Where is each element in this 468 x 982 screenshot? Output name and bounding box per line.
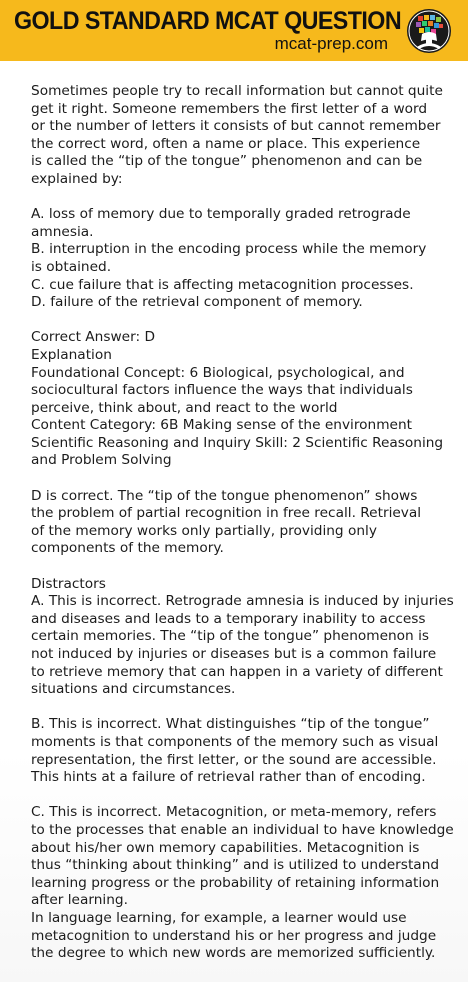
- distractor-line: representation, the first letter, or the sound are accessible.: [31, 751, 437, 768]
- distractor-line: not induced by injuries or diseases but is a common failure: [31, 646, 437, 662]
- question-stem: [31, 83, 461, 189]
- distractor-line: In language learning, for example, a learner would use: [31, 909, 407, 926]
- question-document: [31, 83, 461, 963]
- content-category: Content Category: 6B Making sense of the environment: [31, 417, 413, 434]
- question-line: the correct word, often a name or place. This experience: [31, 135, 421, 152]
- header-url[interactable]: mcat-prep.com: [274, 34, 388, 53]
- distractor-line: learning progress or the probability of retaining information: [31, 874, 440, 891]
- explanation-line: of the memory works only partially, providing only: [31, 522, 377, 539]
- distractor-line: metacognition to understand his or her progress and judge: [31, 927, 437, 944]
- question-line: Sometimes people try to recall information but cannot quite: [31, 83, 443, 99]
- reasoning-skill: Scientific Reasoning and Inquiry Skill: 2 Scientific Reasoning: [31, 434, 444, 451]
- question-line: explained by:: [31, 170, 123, 187]
- distractor-a: [31, 576, 461, 699]
- explanation-label: Explanation: [31, 346, 112, 363]
- reasoning-skill: and Problem Solving: [31, 452, 172, 469]
- distractor-line: and diseases and leads to a temporary inability to access: [31, 610, 426, 627]
- distractor-line: This hints at a failure of retrieval rather than of encoding.: [31, 769, 426, 786]
- distractor-line: C. This is incorrect. Metacognition, or meta-memory, refers: [31, 804, 437, 821]
- distractor-b: [31, 716, 461, 786]
- foundational-concept: sociocultural factors influence the ways that individuals: [31, 382, 413, 399]
- header-banner: [0, 0, 468, 61]
- distractor-line: after learning.: [31, 892, 128, 909]
- header-title: GOLD STANDARD MCAT QUESTION: [14, 7, 402, 35]
- question-line: is called the “tip of the tongue” phenomenon and can be: [31, 153, 423, 170]
- distractor-line: to retrieve memory that can happen in a variety of different: [31, 663, 443, 680]
- option-line: C. cue failure that is affecting metacognition processes.: [31, 276, 414, 293]
- question-line: get it right. Someone remembers the first letter of a word: [31, 100, 428, 117]
- option-line: D. failure of the retrieval component of memory.: [31, 294, 363, 311]
- option-line: A. loss of memory due to temporally graded retrograde: [31, 206, 411, 223]
- distractor-line: B. This is incorrect. What distinguishes “tip of the tongue”: [31, 716, 430, 733]
- brain-head-logo-icon: [406, 8, 452, 54]
- answer-options: [31, 206, 461, 312]
- explanation-line: D is correct. The “tip of the tongue phenomenon” shows: [31, 487, 418, 504]
- explanation-line: components of the memory.: [31, 540, 224, 557]
- distractor-line: to the processes that enable an individual to have knowledge: [31, 821, 454, 838]
- distractor-line: certain memories. The “tip of the tongue” phenomenon is: [31, 628, 430, 645]
- foundational-concept: perceive, think about, and react to the world: [31, 399, 338, 416]
- distractors-heading: Distractors: [31, 575, 106, 592]
- distractor-line: A. This is incorrect. Retrograde amnesia is induced by injuries: [31, 593, 454, 610]
- question-line: or the number of letters it consists of but cannot remember: [31, 118, 441, 135]
- content-area: [0, 61, 468, 982]
- distractor-line: the degree to which new words are memorized sufficiently.: [31, 945, 436, 962]
- distractor-line: thus “thinking about thinking” and is utilized to understand: [31, 857, 440, 874]
- answer-explanation-header: [31, 329, 461, 470]
- option-line: B. interruption in the encoding process while the memory: [31, 241, 427, 258]
- explanation-line: the problem of partial recognition in free recall. Retrieval: [31, 505, 422, 522]
- correct-answer: Correct Answer: D: [31, 329, 155, 346]
- distractor-c: [31, 804, 461, 962]
- option-line: is obtained.: [31, 258, 112, 275]
- distractor-line: moments is that components of the memory such as visual: [31, 733, 439, 750]
- distractor-line: situations and circumstances.: [31, 681, 236, 698]
- distractor-line: about his/her own memory capabilities. Metacognition is: [31, 839, 420, 856]
- option-line: amnesia.: [31, 223, 94, 240]
- correct-explanation: [31, 488, 461, 558]
- foundational-concept: Foundational Concept: 6 Biological, psychological, and: [31, 364, 405, 381]
